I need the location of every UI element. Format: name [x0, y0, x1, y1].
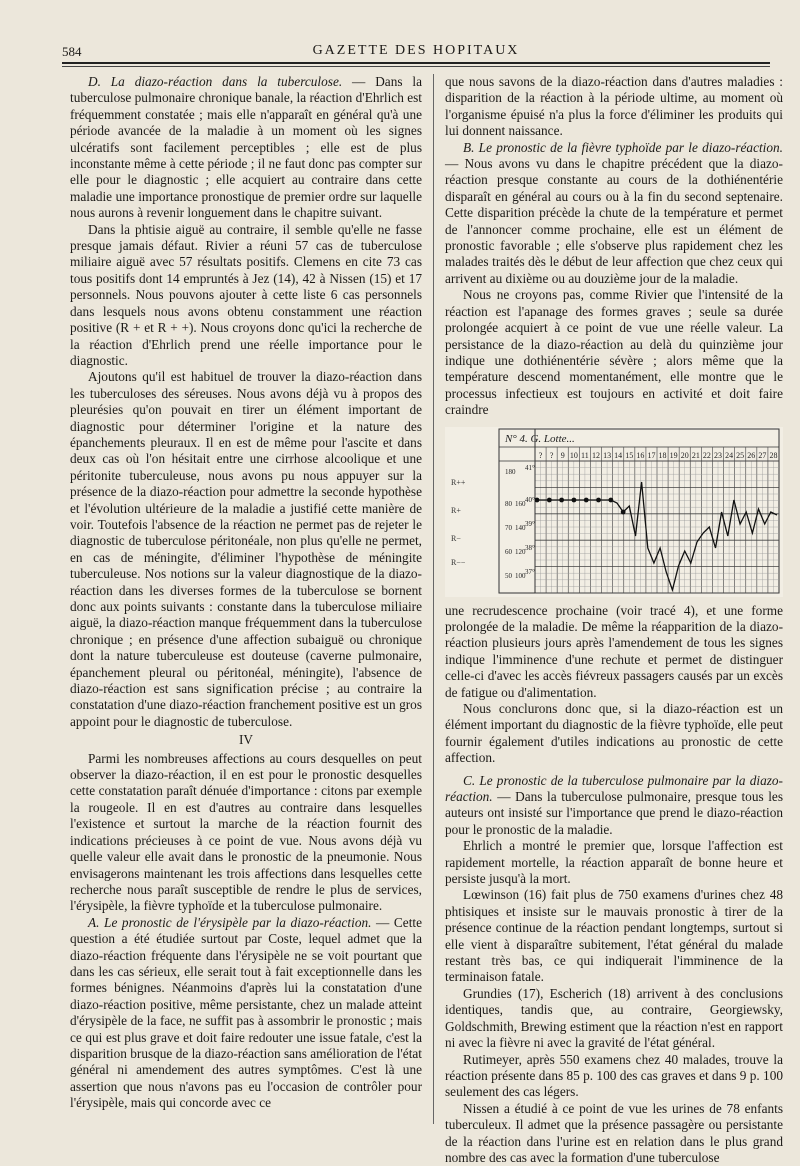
paragraph-continued: que nous savons de la diazo-réaction dans d'autres maladies : disparition de la réaction à la période ultime, au moment où l'organisme épuisé n'a plus la force d'éliminer les produits qui lui donnent naissance. [445, 74, 783, 139]
paragraph-erysipele [70, 915, 422, 1112]
temp-tick: 40° [525, 495, 535, 504]
resp-tick: 120 [515, 547, 526, 556]
reaction-label: R++ [451, 477, 466, 487]
paragraph-heading: A. Le pronostic de l'érysipèle par la diazo-réaction. [88, 914, 372, 930]
temperature-point [621, 509, 626, 514]
temp-tick: 37° [525, 567, 535, 576]
paragraph-pronostic-intro: Parmi les nombreuses affections au cours desquelles on peut observer la diazo-réaction, il en est pour le pronostic desquelles cette constatation paraît dénuée d'importance : citons par exemple la rougeole. Il en est d'autres au contraire dans lesquelles l'existence et surtout la marche de la réaction fournit des indications précieuses à ce point de vue. Nous avons déjà vu quelle valeur elle avait dans le pronostic de la pneumonie. Nous envisagerons maintenant les trois affections dans lesquelles cette recherche nous paraît susceptible de rendre le plus de services, l'érysipèle, la fièvre typhoïde et la tuberculose pulmonaire. [70, 750, 422, 914]
running-title: GAZETTE DES HOPITAUX [312, 43, 520, 58]
day-label: 9 [560, 450, 565, 460]
temp-tick: 41° [525, 463, 535, 472]
paragraph-heading: D. La diazo-réaction dans la tuberculose. [88, 74, 343, 89]
resp-tick: 160 [515, 499, 526, 508]
pulse-tick: 80 [505, 499, 512, 508]
header-rule-thin [62, 66, 770, 67]
paragraph-tuberculose [70, 74, 422, 222]
day-label: 26 [747, 450, 756, 460]
paragraph-sereuses: Ajoutons qu'il est habituel de trouver la diazo-réaction dans les tuberculoses des séreuses. Nous avons déjà vu à propos des pleurésies qu'on pouvait en tirer un élément important de diagnostic pour déterminer l'origine et la nature des épanchements pleuraux. Il en est de même pour l'ascite et dans deux cas où l'on hésitait entre une cirrhose alcoolique et une péritonite tuberculeuse, nous avons pu nous appuyer sur la présence de la diazo-réaction pour admettre la seconde hypothèse et l'évolution ultérieure de la maladie a justifié cette manière de voir. Toutefois l'absence de la réaction ne permet pas de rejeter le diagnostic de tuberculose péritonéale, non plus qu'elle ne permet, en cas de méningite, d'éliminer l'hypothèse de méningite tuberculeuse. Nos notions sur la valeur diagnostique de la diazo-réaction dans les diverses formes de la tuberculose se bornent donc aux points suivants : constante dans la tuberculose miliaire aiguë, la diazo-réaction manque fréquemment dans la tuberculose chronique ; en présence d'une affection subaiguë ou chronique dont la nature tuberculeuse est douteuse (caverne pulmonaire, épanchement pleural ou péritonéal, méningite), l'absence de diazo-réaction est sans signification précise ; au contraire la constatation d'une diazo-réaction franchement positive est un gros appoint pour le diagnostic de tuberculose. [70, 369, 422, 729]
paragraph-text: — Dans la tuberculose pulmonaire, presque tous les auteurs ont insisté sur l'importance que prend le diazo-réaction pour le pronostic de la maladie. [445, 789, 783, 837]
page-header [62, 40, 770, 62]
day-label: 10 [569, 450, 578, 460]
reaction-label: R− [451, 533, 461, 543]
right-column [445, 74, 783, 1166]
chart-title: N° 4. G. Lotte... [505, 432, 575, 445]
paragraph-loewinson: Lœwinson (16) fait plus de 750 examens d'urines chez 48 phtisiques et insiste sur le mauvais pronostic à tirer de la présence continue de la réaction pendant longtemps, surtout si elle vient à disparaître subitement, l'état général du malade restant très bas, ce qui indiquerait l'imminence de la terminaison fatale. [445, 887, 783, 985]
paragraph-text: — Cette question a été étudiée surtout par Coste, lequel admet que la diazo-réaction fréquente dans l'érysipèle ne se voit pourtant que dans les cas sérieux, elle serait tout à fait exceptionnelle dans les formes bénignes. Néanmoins d'après lui la constatation d'une diazo-réaction positive, même persistante, chez un malade atteint d'érysipèle de la face, ne suffit pas à assombrir le pronostic ; mais ce qui est plus grave et doit faire redouter une issue fatale, c'est la disparition brusque de la diazo-réaction sans amélioration de l'état général ni amendement des autres symptômes. C'est là une assertion que nous n'avons pas eu l'occasion de contrôler pour l'érysipèle, mais qui concorde avec ce [70, 914, 422, 1111]
day-label: 16 [636, 450, 645, 460]
paragraph-tuberculose-pulmonaire [445, 773, 783, 839]
paragraph-typhoide [445, 140, 783, 288]
chart-svg [445, 427, 783, 597]
temperature-point [608, 497, 613, 502]
day-label: 28 [769, 450, 778, 460]
paragraph-text: — Dans la tuberculose pulmonaire chronique banale, la réaction d'Ehrlich est fréquemment constatée ; mais elle n'apparaît en général qu'à une période avancée de la maladie à un moment où les signes ulcératifs sont facilement perceptibles ; elle est de plus inconstante même à cette période ; il ne faut donc pas compter sur elle pour le diagnostic ; elle acquiert au contraire dans cette maladie une importance pronostique de premier ordre sur laquelle nous aurons à revenir longuement dans le chapitre suivant. [70, 74, 422, 221]
section-number: IV [238, 732, 254, 748]
pulse-tick: 60 [505, 547, 512, 556]
temperature-point [572, 497, 577, 502]
temperature-point [559, 497, 564, 502]
temp-tick: 38° [525, 543, 535, 552]
paragraph-conclusion: Nous conclurons donc que, si la diazo-réaction est un élément important du diagnostic de la fièvre typhoïde, elle peut fournir également d'utiles indications au pronostic de cette affection. [445, 700, 783, 766]
column-separator [433, 74, 434, 1124]
temperature-point [584, 497, 589, 502]
day-label: 23 [714, 450, 722, 460]
day-label: ? [538, 450, 543, 460]
paragraph-nissen: Nissen a étudié à ce point de vue les urines de 78 enfants tuberculeux. Il admet que la présence passagère ou persistante de la réaction dans l'urine est en relation dans le plus grand nombre des cas avec la formation d'une tuberculose [445, 1100, 783, 1165]
temperature-chart [445, 427, 783, 597]
day-label: 12 [592, 450, 600, 460]
paragraph-grundies: Grundies (17), Escherich (18) arrivent à des conclusions identiques, tandis que, au contraire, Georgiewsky, Goldschmith, Brewing estiment que la réaction n'est en rapport ni avec la fièvre ni avec la gravité de l'état général. [445, 985, 783, 1051]
reaction-label: R+ [451, 505, 461, 515]
resp-tick: 140 [515, 523, 526, 532]
temperature-point [535, 497, 540, 502]
left-column [70, 74, 422, 1112]
paragraph-rivier: Nous ne croyons pas, comme Rivier que l'intensité de la réaction est l'apanage des formes graves ; seule sa durée prolongée acquiert à ce point de vue une réelle valeur. La persistance de la diazo-réaction au delà du quinzième jour indique une dothiénentérie sévère ; alors même que la température descend momentanément, elle montre que le processus infectieux est toujours en activité et doit faire craindre [445, 287, 783, 418]
day-label: 27 [758, 450, 767, 460]
day-label: 14 [614, 450, 623, 460]
paragraph-recrudescence: une recrudescence prochaine (voir tracé 4), et une forme prolongée de la maladie. De même la réapparition de la diazo-réaction plusieurs jours après l'amendement de tous les signes indique l'imminence d'une rechute et permet de distinguer celle-ci d'avec les accès fiévreux passagers causés par un excès de fatigue ou d'alimentation. [445, 602, 783, 700]
day-label: 19 [669, 450, 678, 460]
day-label: 20 [680, 450, 689, 460]
paragraph-heading: B. Le pronostic de la fièvre typhoïde par le diazo-réaction. [463, 139, 783, 155]
day-label: 11 [581, 450, 589, 460]
temp-tick: 39° [525, 519, 535, 528]
reaction-label: R−− [451, 557, 466, 567]
day-label: 13 [603, 450, 612, 460]
day-label: 21 [691, 450, 700, 460]
day-label: 15 [625, 450, 634, 460]
page-number: 584 [62, 44, 82, 59]
paragraph-heading: C. Le pronostic de la tuberculose pulmonaire par la diazo-réaction. [445, 772, 783, 804]
day-label: 17 [647, 450, 656, 460]
paragraph-rutimeyer: Rutimeyer, après 550 examens chez 40 malades, trouve la réaction présente dans 85 p. 100 des cas graves et dans 9 p. 100 seulement des cas légers. [445, 1051, 783, 1100]
day-label: 24 [725, 450, 734, 460]
day-label: 25 [736, 450, 745, 460]
paragraph-phtisie: Dans la phtisie aiguë au contraire, il semble qu'elle ne fasse presque jamais défaut. Rivier a réuni 57 cas de tuberculose miliaire aiguë avec 57 résultats positifs. Clemens en cite 73 cas tous positifs dont 14 empruntés à Jez (14), 42 à Nissen (15) et 17 personnels. Nous pouvons ajouter à cette liste 6 cas personnels dans lesquels nous avons obtenu constamment une réaction positive (R + et R + +). Nous croyons donc qu'ici la recherche de la réaction d'Ehrlich prend une réelle importance pour le diagnostic. [70, 221, 422, 368]
temperature-point [547, 497, 552, 502]
pulse-tick: 180 [505, 467, 516, 476]
pulse-tick: 70 [505, 523, 512, 532]
paragraph-text: — Nous avons vu dans le chapitre précédent que la diazo-réaction presque constante au cours de la dothiénentérie disparaît en général au cours ou à la fin du second septenaire. Cette disparition précède la chute de la température et permet de l'annoncer comme prochaine, elle est un élément de pronostic favorable ; elle s'observe plus rapidement chez les malades traités dès le début de leur affection que chez ceux qui arrivent au dixième ou au douzième jour de la maladie. [445, 156, 783, 286]
day-label: 18 [658, 450, 667, 460]
pulse-tick: 50 [505, 571, 512, 580]
header-rule [62, 62, 770, 64]
day-label: 22 [702, 450, 711, 460]
resp-tick: 100 [515, 571, 526, 580]
temperature-point [596, 497, 601, 502]
day-label: ? [549, 450, 554, 460]
paragraph-ehrlich: Ehrlich a montré le premier que, lorsque l'affection est rapidement mortelle, la réaction apparaît de bonne heure et persiste jusqu'à la mort. [445, 838, 783, 887]
